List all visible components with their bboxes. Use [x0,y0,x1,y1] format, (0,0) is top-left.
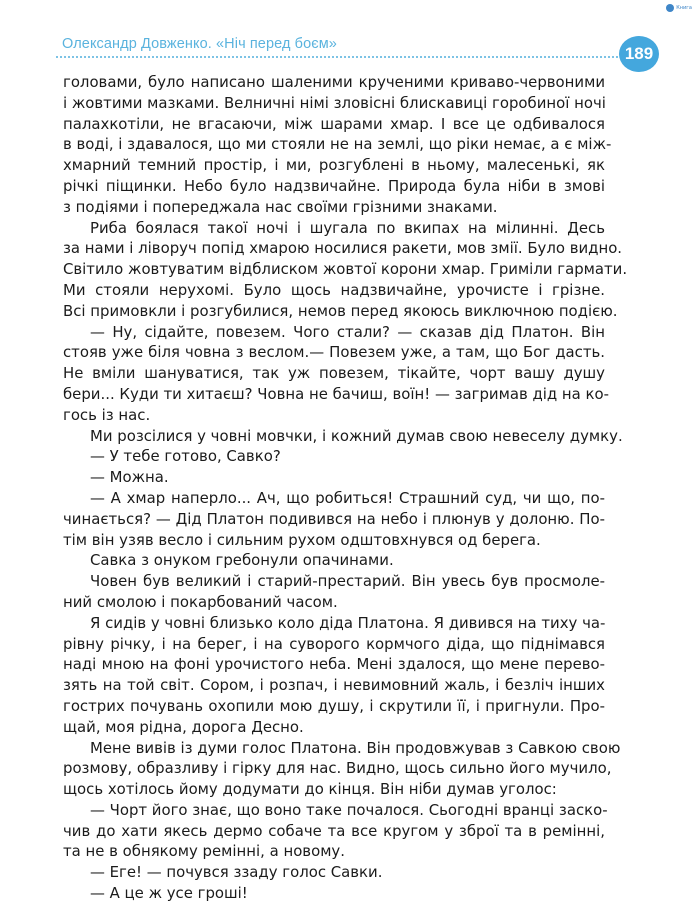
text-line: — У тебе готово, Савко? [90,447,281,466]
text-line: щай, моя рідна, дорога Десно. [63,717,304,736]
text-line: — Еге! — почувся ззаду голос Савки. [90,863,383,882]
text-line: річкі піщинки. Небо було надзвичайне. Природа була ніби в змові [63,176,605,195]
text-line: — Чорт його знає, що воно таке почалося. Сьогодні вранці заско- [90,800,608,819]
text-line: палахкотіли, не вгасаючи, між шарами хмар. І все це одбивалося [63,114,605,133]
text-line: бери... Куди ти хитаєш? Човна не бачиш, воїн! — загримав дід на ко- [63,384,609,403]
text-line: головами, було написано шаленими крученими криваво-червоними [63,73,605,91]
text-line: гострих почувань охопили мою душу, і скрутили її, і пригнули. Про- [63,696,605,715]
text-line: тім він узяв весло і сильним рухом одштовхнувся од берега. [63,530,541,549]
text-line: наді мною на фоні урочистого неба. Мені здалося, що мене перево- [63,655,605,674]
text-line: чинається? — Дід Платон подивився на небо і плюнув у долоню. По- [63,509,605,528]
text-line: стояв уже біля човна з веслом.— Повезем уже, а там, що Бог дасть. [63,343,605,362]
text-line: Світило жовтуватим відблиском жовтої корони хмар. Гриміли гармати. [63,260,628,279]
text-line: в воді, і здавалося, що ми стояли не на землі, що ріки немає, а є між- [63,135,612,154]
text-line: — А хмар наперло... Ач, що робиться! Страшний суд, чи що, по- [90,488,605,507]
text-line: з подіями і попереджала нас своїми грізними знаками. [63,197,498,216]
text-line: — Можна. [90,468,169,487]
header-dotted-rule [56,56,634,58]
text-line: за нами і ліворуч попід хмарою носилися ракети, мов змії. Було видно. [63,239,623,258]
text-line: хмарний темний простір, і ми, розгублені в ньому, малесенькі, як [63,156,605,175]
text-line: Я сидів у човні близько коло діда Платона. Я дивився на тиху ча- [90,613,606,632]
text-line: — А це ж усе гроші! [90,884,248,903]
publisher-logo-icon [666,4,674,12]
text-line: та не в обнякому ремінні, а новому. [63,842,345,861]
text-line: розмову, образливу і гірку для нас. Видно, щось сильно його мучило, [63,759,612,778]
text-line: — Ну, сідайте, повезем. Чого стали? — сказав дід Платон. Він [90,322,605,341]
text-line: Човен був великий і старий-престарий. Він увесь був просмоле- [90,572,605,591]
text-line: Всі примовкли і розгубилися, немов перед якоюсь виключною подією. [63,301,618,320]
text-line: чив до хати якесь дермо собаче та все кругом у зброї та в ремінні, [63,821,605,840]
text-line: рівну річку, і на берег, і на суворого кормчого діда, що піднімався [63,634,605,653]
text-line: щось хотілось йому додумати до кінця. Він ніби думав уголос: [63,780,557,799]
text-line: Ми розсілися у човні мовчки, і кожний думав свою невеселу думку. [90,426,623,445]
page-number-badge: 189 [619,36,659,72]
text-line: і жовтими мазками. Велничні німі зловісні блискавиці горобиної ночі [63,93,606,112]
running-header-title: Олександр Довженко. «Ніч перед боєм» [62,36,337,52]
text-line: Ми стояли нерухомі. Було щось надзвичайне, урочисте і грізне. [63,280,605,299]
publisher-logo [666,4,692,12]
text-line: Риба боялася такої ночі і шугала по вкипах на мілинні. Десь [90,218,605,237]
body-text [63,72,628,904]
text-line: гось із нас. [63,405,151,424]
text-line: Не вміли шануватися, так уж повезем, тікайте, чорт вашу душу [63,364,605,383]
text-line: ний смолою і покарбований часом. [63,592,338,611]
publisher-logo-text: Книга [676,5,692,11]
text-line: зять на той світ. Сором, і розпач, і невимовний жаль, і безліч інших [63,676,605,695]
text-line: Савка з онуком гребонули опачинами. [90,551,394,570]
text-line: Мене вивів із думи голос Платона. Він продовжував з Савкою свою [90,738,621,757]
